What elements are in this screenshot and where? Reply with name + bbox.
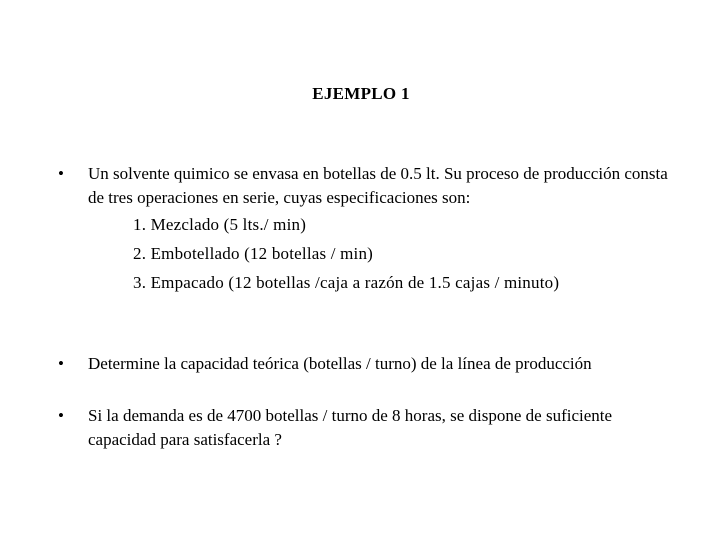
bullet-text: Si la demanda es de 4700 botellas / turno de 8 horas, se dispone de suficiente capacidad para satisfacerla ? [88, 406, 613, 449]
bullet-row [58, 404, 678, 452]
bullet-item-1 [58, 162, 678, 297]
bullet-row [58, 162, 678, 210]
bullet-item-2 [58, 352, 678, 376]
bullet-row [58, 352, 678, 376]
bullet-icon: • [58, 164, 64, 183]
bullet-icon: • [58, 354, 64, 373]
bullet-text: Determine la capacidad teórica (botellas / turno) de la línea de producción [88, 354, 592, 373]
bullet-text: Un solvente quimico se envasa en botellas de 0.5 lt. Su proceso de producción consta de tres operaciones en serie, cuyas especificaciones son: [88, 164, 668, 207]
bullet-icon: • [58, 406, 64, 425]
operation-item-mezclado: 1. Mezclado (5 lts./ min) [133, 215, 307, 234]
bullet-item-3 [58, 404, 678, 452]
operations-list [58, 210, 678, 297]
title-text: EJEMPLO 1 [312, 84, 410, 103]
operation-item-embotellado: 2. Embotellado (12 botellas / min) [133, 244, 374, 263]
page-title [0, 84, 720, 104]
operation-item-empacado: 3. Empacado (12 botellas /caja a razón de 1.5 cajas / minuto) [133, 273, 560, 292]
